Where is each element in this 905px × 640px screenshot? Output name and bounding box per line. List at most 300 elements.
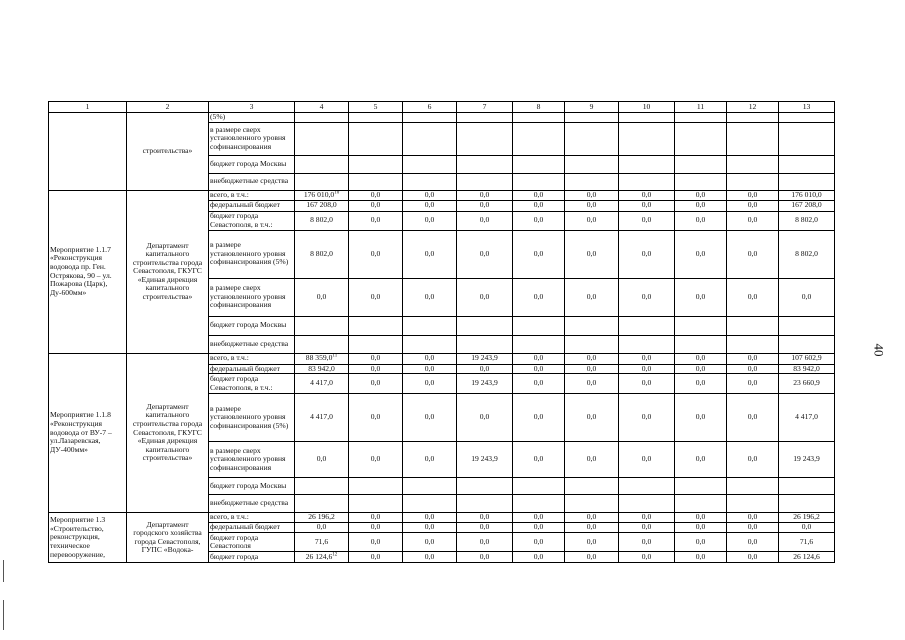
amount-value: 0,0 (424, 353, 435, 363)
amount-cell (565, 495, 619, 513)
amount-cell (675, 552, 727, 563)
column-number: 11 (675, 102, 727, 113)
amount-value: 8 802,0 (310, 248, 333, 258)
amount-cell (513, 364, 565, 374)
funding-source-label: (5%) (209, 113, 295, 123)
amount-cell (513, 173, 565, 190)
amount-cell (727, 533, 779, 552)
amount-value: 19 243,9 (471, 378, 498, 388)
amount-value: 0,0 (641, 412, 652, 422)
amount-cell (565, 200, 619, 211)
executor-name: Департамент городского хозяйства города Севастополя, ГУПС «Водока- (127, 513, 209, 563)
amount-cell (513, 552, 565, 563)
amount-value: 0,0 (533, 364, 544, 373)
amount-value: 0,0 (641, 551, 652, 561)
amount-cell (565, 513, 619, 523)
funding-source-label: бюджет города Севастополя, в т.ч.: (209, 374, 295, 394)
amount-value: 0,0 (370, 364, 381, 373)
column-number: 2 (127, 102, 209, 113)
amount-value: 0,0 (424, 378, 435, 388)
amount-value: 0,0 (533, 215, 544, 225)
amount-cell (513, 374, 565, 394)
amount-cell (675, 353, 727, 364)
funding-table-body (49, 102, 835, 563)
amount-value: 0,0 (370, 200, 381, 210)
amount-value: 0,0 (316, 291, 327, 301)
amount-cell (779, 316, 835, 335)
amount-value: 0,0 (695, 551, 706, 561)
amount-cell (513, 211, 565, 230)
amount-value: 0,0 (747, 536, 758, 546)
amount-cell (295, 523, 349, 533)
amount-value: 0,0 (533, 536, 544, 546)
amount-value: 0,0 (586, 190, 597, 199)
amount-value: 176 010,0 (791, 190, 822, 199)
amount-cell (349, 442, 403, 478)
scan-margin-mark (3, 600, 4, 630)
amount-cell (349, 552, 403, 563)
amount-cell (779, 442, 835, 478)
amount-cell (457, 374, 513, 394)
amount-value: 26 124,6 (793, 551, 820, 561)
amount-cell (295, 442, 349, 478)
amount-cell (349, 155, 403, 173)
amount-cell (675, 155, 727, 173)
funding-source-label: федеральный бюджет (209, 364, 295, 374)
amount-value: 88 359,0 (305, 353, 333, 363)
amount-cell (727, 523, 779, 533)
amount-cell (619, 155, 675, 173)
funding-source-label: в размере установленного уровня софинансирования (5%) (209, 394, 295, 442)
amount-cell (513, 513, 565, 523)
amount-cell (565, 190, 619, 200)
amount-cell (619, 552, 675, 563)
funding-source-label: бюджет города Севастополя, в т.ч.: (209, 211, 295, 230)
amount-cell (779, 513, 835, 523)
amount-value: 0,0 (370, 353, 381, 363)
funding-table-sheet (48, 101, 835, 563)
amount-cell (457, 190, 513, 200)
amount-cell (457, 230, 513, 278)
amount-value: 0,0 (533, 551, 544, 561)
amount-value: 0,0 (801, 522, 812, 532)
amount-cell (727, 353, 779, 364)
funding-source-label: бюджет города (209, 552, 295, 563)
amount-value: 0,0 (533, 522, 544, 532)
amount-cell (457, 523, 513, 533)
column-number: 4 (295, 102, 349, 113)
amount-cell (457, 211, 513, 230)
amount-value: 0,0 (533, 190, 544, 199)
amount-cell (403, 278, 457, 316)
amount-cell (349, 122, 403, 155)
amount-value: 0,0 (586, 512, 597, 522)
amount-value: 0,0 (370, 454, 381, 464)
executor-name: Департамент капитального строительства города Севастополя, ГКУГС «Единая дирекция капитального строительства» (127, 353, 209, 513)
amount-cell (727, 113, 779, 123)
amount-cell (619, 495, 675, 513)
column-number: 10 (619, 102, 675, 113)
amount-cell (295, 173, 349, 190)
amount-cell (565, 113, 619, 123)
amount-cell (295, 533, 349, 552)
measure-name: Мероприятие 1.1.8 «Реконструкция водовода от ВУ-7 – ул.Лазаревская, ДУ-400мм» (49, 353, 127, 513)
amount-value: 0,0 (586, 364, 597, 373)
amount-cell (403, 230, 457, 278)
amount-value: 0,0 (641, 364, 652, 373)
amount-cell (403, 513, 457, 523)
amount-cell (457, 316, 513, 335)
amount-cell (457, 394, 513, 442)
amount-cell (403, 211, 457, 230)
amount-cell (779, 523, 835, 533)
amount-value: 0,0 (641, 378, 652, 388)
measure-name: Мероприятие 1.3 «Строительство, реконструкция, техническое перевооружение, (49, 513, 127, 563)
amount-cell (349, 113, 403, 123)
amount-value: 0,0 (641, 215, 652, 225)
amount-cell (675, 230, 727, 278)
amount-cell (779, 278, 835, 316)
amount-cell (619, 523, 675, 533)
executor-name: строительства» (127, 113, 209, 191)
amount-value: 26 124,6 (305, 551, 333, 561)
scan-margin-mark (3, 560, 4, 582)
table-row (49, 190, 835, 200)
amount-cell (779, 394, 835, 442)
amount-value: 0,0 (424, 522, 435, 532)
amount-value: 19 243,9 (471, 454, 498, 464)
amount-cell (295, 113, 349, 123)
amount-value: 0,0 (801, 291, 812, 301)
amount-value: 0,0 (695, 364, 706, 373)
amount-value: 0,0 (479, 522, 490, 532)
amount-value: 0,0 (479, 200, 490, 210)
amount-value: 71,6 (314, 536, 329, 546)
amount-cell (295, 200, 349, 211)
amount-cell (349, 374, 403, 394)
amount-cell (403, 353, 457, 364)
funding-source-label: в размере сверх установленного уровня софинансирования (209, 122, 295, 155)
amount-value: 26 196,2 (793, 512, 820, 522)
amount-value: 0,0 (641, 512, 652, 522)
amount-cell (403, 442, 457, 478)
amount-cell (403, 523, 457, 533)
amount-value: 0,0 (695, 522, 706, 532)
amount-cell (779, 200, 835, 211)
amount-cell (727, 200, 779, 211)
amount-cell (675, 316, 727, 335)
amount-cell (349, 394, 403, 442)
amount-cell (513, 230, 565, 278)
amount-cell (779, 478, 835, 495)
amount-cell (779, 211, 835, 230)
amount-value: 0,0 (533, 353, 544, 363)
amount-value: 0,0 (641, 353, 652, 363)
amount-cell (349, 200, 403, 211)
amount-value: 83 942,0 (308, 364, 335, 373)
amount-cell (675, 523, 727, 533)
amount-value: 0,0 (533, 412, 544, 422)
amount-value: 0,0 (586, 412, 597, 422)
amount-cell (403, 113, 457, 123)
amount-cell (619, 200, 675, 211)
column-number: 9 (565, 102, 619, 113)
amount-cell (675, 200, 727, 211)
amount-value: 0,0 (479, 215, 490, 225)
amount-value: 0,0 (370, 190, 381, 199)
amount-value: 0,0 (533, 291, 544, 301)
amount-value: 0,0 (370, 378, 381, 388)
amount-value: 0,0 (747, 512, 758, 522)
amount-cell (675, 478, 727, 495)
amount-cell (403, 495, 457, 513)
amount-cell (727, 230, 779, 278)
amount-cell (619, 278, 675, 316)
amount-cell (565, 478, 619, 495)
column-number: 7 (457, 102, 513, 113)
amount-cell (779, 190, 835, 200)
funding-source-label: всего, в т.ч.: (209, 513, 295, 523)
amount-value: 0,0 (747, 291, 758, 301)
amount-cell (513, 394, 565, 442)
amount-value: 0,0 (695, 412, 706, 422)
amount-cell (619, 335, 675, 353)
amount-value: 23 660,9 (793, 378, 820, 388)
amount-cell (349, 478, 403, 495)
amount-cell (403, 478, 457, 495)
amount-value: 0,0 (747, 522, 758, 532)
amount-value: 19 243,9 (793, 454, 820, 464)
amount-cell (513, 200, 565, 211)
amount-value: 0,0 (695, 200, 706, 210)
amount-cell (779, 533, 835, 552)
amount-cell (403, 173, 457, 190)
amount-cell (403, 552, 457, 563)
amount-value: 167 208,0 (791, 200, 822, 210)
amount-cell (457, 353, 513, 364)
amount-value: 83 942,0 (793, 364, 820, 373)
amount-value: 0,0 (424, 536, 435, 546)
amount-cell (295, 364, 349, 374)
amount-cell (675, 364, 727, 374)
amount-value: 19 243,9 (471, 353, 498, 363)
column-number: 13 (779, 102, 835, 113)
amount-cell (779, 353, 835, 364)
column-number: 8 (513, 102, 565, 113)
amount-cell (727, 190, 779, 200)
amount-cell (349, 190, 403, 200)
amount-cell (675, 113, 727, 123)
amount-cell (675, 533, 727, 552)
amount-cell (457, 278, 513, 316)
amount-value: 4 417,0 (310, 378, 333, 388)
amount-value: 0,0 (586, 200, 597, 210)
funding-source-label: внебюджетные средства (209, 173, 295, 190)
amount-cell (727, 374, 779, 394)
amount-cell (457, 155, 513, 173)
amount-cell (513, 335, 565, 353)
amount-cell (457, 442, 513, 478)
amount-value: 0,0 (641, 522, 652, 532)
amount-cell (513, 122, 565, 155)
amount-cell (619, 478, 675, 495)
amount-value: 4 417,0 (310, 412, 333, 422)
amount-cell (295, 335, 349, 353)
amount-cell (565, 353, 619, 364)
amount-cell (779, 552, 835, 563)
funding-source-label: в размере сверх установленного уровня софинансирования (209, 278, 295, 316)
amount-value: 0,0 (695, 248, 706, 258)
amount-cell (513, 533, 565, 552)
amount-cell (675, 173, 727, 190)
amount-cell (403, 533, 457, 552)
amount-cell (727, 155, 779, 173)
amount-cell (565, 173, 619, 190)
amount-value: 0,0 (533, 454, 544, 464)
amount-value: 8 802,0 (795, 215, 818, 225)
amount-cell (349, 230, 403, 278)
amount-cell (727, 513, 779, 523)
amount-cell (457, 513, 513, 523)
amount-cell (565, 335, 619, 353)
amount-value: 0,0 (747, 200, 758, 210)
funding-source-label: бюджет города Москвы (209, 478, 295, 495)
amount-value: 176 010,0 (303, 190, 335, 199)
amount-cell (349, 211, 403, 230)
amount-value: 0,0 (641, 454, 652, 464)
amount-cell (675, 495, 727, 513)
amount-cell (457, 495, 513, 513)
funding-source-label: федеральный бюджет (209, 523, 295, 533)
amount-cell (403, 122, 457, 155)
column-number: 12 (727, 102, 779, 113)
amount-cell (295, 394, 349, 442)
amount-value: 0,0 (479, 551, 490, 561)
amount-value: 0,0 (586, 378, 597, 388)
amount-value: 107 602,9 (791, 353, 822, 363)
amount-cell (513, 523, 565, 533)
amount-value: 0,0 (586, 454, 597, 464)
amount-value: 0,0 (424, 364, 435, 373)
amount-cell (565, 442, 619, 478)
amount-value: 0,0 (641, 190, 652, 199)
amount-value: 0,0 (533, 200, 544, 210)
amount-cell (349, 364, 403, 374)
amount-cell (349, 353, 403, 364)
amount-cell (513, 316, 565, 335)
amount-cell (403, 335, 457, 353)
amount-value: 0,0 (747, 190, 758, 199)
amount-value: 0,0 (316, 522, 327, 532)
amount-value: 0,0 (533, 248, 544, 258)
amount-value: 0,0 (424, 190, 435, 199)
amount-value: 0,0 (695, 190, 706, 199)
column-number: 5 (349, 102, 403, 113)
amount-cell (619, 316, 675, 335)
amount-cell (349, 335, 403, 353)
amount-cell (513, 278, 565, 316)
amount-cell (513, 442, 565, 478)
amount-value: 0,0 (424, 215, 435, 225)
amount-cell (295, 513, 349, 523)
amount-cell (675, 211, 727, 230)
amount-cell (295, 230, 349, 278)
amount-value: 0,0 (641, 291, 652, 301)
amount-cell (565, 374, 619, 394)
amount-value: 0,0 (586, 551, 597, 561)
amount-value: 0,0 (424, 200, 435, 210)
amount-cell (513, 190, 565, 200)
amount-cell (619, 230, 675, 278)
amount-value: 0,0 (533, 378, 544, 388)
amount-cell (403, 364, 457, 374)
funding-source-label: бюджет города Москвы (209, 316, 295, 335)
amount-cell (779, 173, 835, 190)
amount-cell (457, 122, 513, 155)
amount-cell (779, 230, 835, 278)
amount-cell (675, 374, 727, 394)
amount-value: 0,0 (533, 512, 544, 522)
amount-cell (565, 155, 619, 173)
column-number: 1 (49, 102, 127, 113)
amount-cell (513, 478, 565, 495)
amount-cell (349, 278, 403, 316)
amount-value: 0,0 (479, 190, 490, 199)
amount-cell (779, 374, 835, 394)
amount-value: 0,0 (370, 512, 381, 522)
amount-value: 0,0 (479, 291, 490, 301)
amount-cell (565, 278, 619, 316)
amount-cell (727, 394, 779, 442)
amount-value: 0,0 (641, 200, 652, 210)
table-row (49, 513, 835, 523)
amount-cell (565, 533, 619, 552)
amount-cell (295, 190, 349, 200)
amount-cell (295, 353, 349, 364)
amount-value: 0,0 (586, 522, 597, 532)
amount-cell (513, 113, 565, 123)
amount-cell (457, 113, 513, 123)
amount-cell (349, 513, 403, 523)
funding-source-label: всего, в т.ч.: (209, 353, 295, 364)
amount-value: 0,0 (316, 454, 327, 464)
amount-cell (295, 122, 349, 155)
amount-cell (619, 374, 675, 394)
amount-cell (403, 190, 457, 200)
amount-value: 0,0 (747, 412, 758, 422)
amount-cell (779, 155, 835, 173)
amount-cell (513, 353, 565, 364)
amount-cell (403, 394, 457, 442)
amount-cell (349, 533, 403, 552)
amount-value: 8 802,0 (310, 215, 333, 225)
amount-value: 0,0 (695, 353, 706, 363)
amount-cell (565, 523, 619, 533)
funding-source-label: бюджет города Севастополя (209, 533, 295, 552)
amount-value: 0,0 (424, 551, 435, 561)
amount-value: 0,0 (370, 248, 381, 258)
amount-value: 0,0 (424, 512, 435, 522)
amount-cell (619, 513, 675, 523)
amount-value: 0,0 (747, 551, 758, 561)
amount-cell (727, 442, 779, 478)
amount-cell (457, 335, 513, 353)
amount-cell (295, 155, 349, 173)
amount-cell (727, 335, 779, 353)
amount-cell (619, 353, 675, 364)
amount-cell (349, 173, 403, 190)
amount-cell (675, 394, 727, 442)
